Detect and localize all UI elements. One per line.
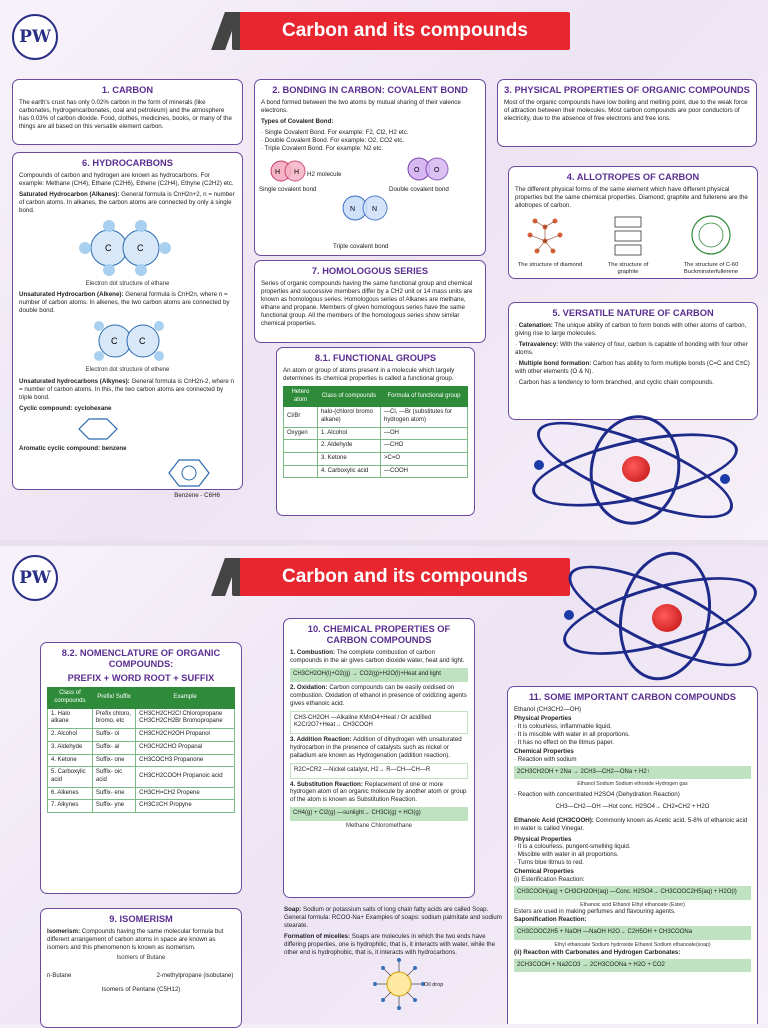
atom-illustration bbox=[520, 410, 750, 530]
acid-physical-item: · It is a colourless, pungent-smelling liquid. bbox=[514, 843, 631, 851]
saponification-equation: CH3COOC2H5 + NaOH —NaOH H2O→ C2H5OH + CH3COONa bbox=[514, 926, 751, 940]
pentane-label: Isomers of Pentane (C5H12) bbox=[101, 986, 181, 994]
atom-illustration bbox=[560, 546, 768, 686]
nomenclature-table bbox=[47, 687, 235, 812]
section-body: The earth's crust has only 0.02% carbon in the form of minerals (like carbonates, hydrogencarbonates, coal and petroleum) and the atmosphere has 0.03% of carbon dioxide. Food, clothes, medicines, books, or many of the things are all based on this versatile element carbon. bbox=[19, 99, 232, 130]
double-caption: Double covalent bond bbox=[389, 186, 449, 193]
diamond-caption: The structure of diamond bbox=[517, 261, 583, 268]
branch-text: Carbon has a tendency to form branched, and cyclic chain compounds. bbox=[518, 378, 714, 386]
important-compounds-section bbox=[507, 686, 758, 1024]
table-row: Oxygen 1. Alcohol —OH bbox=[284, 427, 468, 440]
svg-text:N: N bbox=[350, 205, 356, 213]
double-bond-text: · Double Covalent Bond. For example: O2, CO2 etc. bbox=[261, 136, 405, 144]
table-row: 3. Ketone >C=O bbox=[284, 453, 468, 466]
isobutane-label: 2-methylpropane (isobutane) bbox=[156, 972, 234, 979]
multiple-bond-label: Multiple bond formation: bbox=[518, 359, 592, 367]
ethanoic-acid-text: Commonly known as Acetic acid. 5-8% of ethanoic acid in water is called Vinegar. bbox=[514, 816, 748, 832]
section-title: 5. VERSATILE NATURE OF CARBON bbox=[552, 308, 714, 318]
svg-text:O: O bbox=[414, 166, 420, 174]
carbonate-equation: 2CH3COOH + Na2CO3 → 2CH3COONa + H2O + CO2 bbox=[514, 959, 751, 973]
single-caption: Single covalent bond bbox=[259, 186, 317, 193]
page-2 bbox=[0, 546, 768, 1024]
single-bond-text: · Single Covalent Bond. For example: F2, Cl2, H2 etc. bbox=[261, 128, 409, 136]
substitution-equation: CH4(g) + Cl2(g) —sunlight→ CH3Cl(g) + HCl(g) bbox=[290, 807, 468, 821]
triple-bond-text: · Triple Covalent Bond. For example: N2 etc. bbox=[261, 144, 384, 152]
section-body: The different physical forms of the same element which have different physical properties but the same chemical properties. Diamond, graphite and fullerene are the allotropes of carbon. bbox=[515, 186, 748, 210]
benzene-structure bbox=[19, 456, 234, 490]
carbon-section bbox=[12, 79, 243, 145]
table-row: 4. Ketone Suffix- one CH3COCH3 Propanone bbox=[48, 754, 235, 767]
chemical-label: Chemical Properties bbox=[514, 747, 574, 755]
saponification-label: Saponification Reaction: bbox=[514, 916, 587, 924]
tetravalency-label: Tetravalency: bbox=[518, 341, 559, 349]
oxidation-equation: CH3-CH2OH —Alkaline KMnO4+Heat / Or acidified K2Cr2O7+Heat→ CH3COOH bbox=[290, 711, 468, 734]
cyclic-label: Cyclic compound: cyclohexane bbox=[19, 404, 112, 412]
substitution-text: Replacement of one or more hydrogen atom of an organic molecule by another atom or group of the atom is known as Substitution Reaction. bbox=[290, 780, 467, 804]
bonding-section bbox=[254, 79, 486, 256]
svg-text:C: C bbox=[111, 336, 118, 347]
sodium-reaction-label: · Reaction with sodium bbox=[514, 755, 577, 763]
oxidation-label: 2. Oxidation: bbox=[290, 683, 328, 691]
svg-text:H: H bbox=[294, 168, 300, 176]
alkyne-body: General formula is CnH2n-2, where n = number of carbon atoms. In this, the two carbon atoms are connected by triple bond. bbox=[19, 377, 234, 401]
physical-label: Physical Properties bbox=[514, 715, 572, 723]
section-body: Series of organic compounds having the same functional group and chemical properties and successive members differ by a CH2 unit or 14 mass units are known as homologous series. Homologous series of Alkanes are methane, ethane and propane. Members of given homologous series have the same functional group. All the members of the homologous series show similar chemical properties. bbox=[261, 280, 473, 327]
svg-text:H: H bbox=[275, 168, 281, 176]
table-header: Class of compounds bbox=[48, 688, 93, 708]
table-header: Formula of functional group bbox=[380, 387, 467, 407]
page-title-banner: Carbon and its compounds bbox=[240, 12, 570, 50]
saturated-body: General formula is CnH2n+2, n = number of carbon atoms. In alkanes, the carbon atoms are connected by only a single bond. bbox=[19, 191, 235, 214]
triple-caption: Triple covalent bond bbox=[333, 243, 389, 250]
svg-text:C: C bbox=[139, 336, 146, 347]
combustion-label: 1. Combustion: bbox=[290, 649, 336, 657]
physical-item: · It has no effect on the litmus paper. bbox=[514, 738, 614, 746]
tetravalency-text: With the valency of four, carbon is capable of bonding with four other atoms. bbox=[515, 341, 748, 356]
h2so4-reaction-label: · Reaction with concentrated H2SO4 (Dehydration Reaction) bbox=[514, 791, 680, 799]
table-header: Prefix/ Suffix bbox=[92, 688, 135, 708]
addition-label: 3. Addition Reaction: bbox=[290, 736, 352, 744]
table-row: Cl/Br halo-(chloro/ bromo alkane) —Cl, —Br (substitutes for hydrogen atom) bbox=[284, 407, 468, 427]
ethanol-heading: Ethanol (CH3CH2—OH) bbox=[514, 706, 582, 714]
ethanoic-acid-label: Ethanoic Acid (CH3COOH): bbox=[514, 816, 594, 824]
section-body: A bond formed between the two atoms by mutual sharing of their valence electrons. bbox=[261, 99, 461, 115]
functional-groups-section bbox=[276, 347, 475, 516]
ethene-structure bbox=[19, 318, 234, 364]
combustion-equation: CH3CH2OH(l)+O2(g) → CO2(g)+H2O(l)+Heat and light bbox=[290, 668, 468, 682]
substitution-names: Methane Chloromethane bbox=[345, 822, 413, 829]
chemical-properties-section bbox=[283, 618, 475, 898]
section-title: 6. HYDROCARBONS bbox=[82, 158, 173, 168]
addition-text: Addition of dihydrogen with unsaturated hydrocarbon in the presence of catalysts such as nickel or palladium are known as Hydrogenation (addition reaction). bbox=[290, 736, 462, 759]
catenation-label: Catenation: bbox=[518, 322, 553, 330]
homologous-section bbox=[254, 260, 486, 343]
hydrocarbons-section bbox=[12, 152, 243, 500]
hydrocarbons-intro: Compounds of carbon and hydrogen are known as hydrocarbons. For example: Methane (CH4), Ethane (C2H6), Ethene (C2H4), Ethyne (C2H2) etc. bbox=[19, 172, 234, 188]
alkene-body: General formula is CnH2n, where n = number of carbon atoms. In alkenes, the two carbon atoms are connected by double bond. bbox=[19, 291, 230, 315]
physical-label: Physical Properties bbox=[514, 835, 572, 843]
table-row: 5. Carboxylic acid Suffix- oic acid CH3CH2COOH Propanoic acid bbox=[48, 767, 235, 787]
types-label: Types of Covalent Bond: bbox=[261, 118, 334, 126]
ethene-caption: Electron dot structure of ethene bbox=[85, 367, 170, 374]
svg-text:C: C bbox=[137, 242, 144, 253]
fullerene-caption: The structure of C-60 Buckminsterfullerene bbox=[683, 261, 739, 276]
svg-text:N: N bbox=[372, 205, 378, 213]
catenation-text: The unique ability of carbon to form bonds with other atoms of carbon, giving rise to large molecules. bbox=[515, 322, 747, 338]
table-header: Example bbox=[136, 688, 235, 708]
table-row: 7. Alkynes Suffix- yne CH3C≡CH Propyne bbox=[48, 800, 235, 813]
section-title: 3. PHYSICAL PROPERTIES OF ORGANIC COMPOUNDS bbox=[504, 85, 750, 95]
soap-section bbox=[284, 906, 502, 1012]
section-title: 11. SOME IMPORTANT CARBON COMPOUNDS bbox=[529, 692, 736, 702]
isomerism-body: Compounds having the same molecular formula but different arrangement of carbon atoms in space are known as isomers and this phenomenon is known as isomerism. bbox=[47, 928, 224, 952]
saponification-names: Ethyl ethanoate Sodium hydroxide Ethanol Sodium ethanoate(soap) bbox=[554, 942, 711, 949]
acid-physical-item: · Turns blue litmus to red. bbox=[514, 859, 584, 867]
table-header: Hetero atom bbox=[284, 387, 318, 407]
sodium-names: Ethanol Sodium Sodium ethoxide Hydrogen gas bbox=[577, 781, 688, 788]
carbonate-label: (ii) Reaction with Carbonates and Hydrogen Carbonates: bbox=[514, 948, 681, 956]
section-title: 9. ISOMERISM bbox=[109, 914, 173, 924]
substitution-label: 4. Substitution Reaction: bbox=[290, 780, 363, 788]
h2-label: H2 molecule bbox=[307, 171, 342, 178]
alkene-label: Unsaturated Hydrocarbon (Alkene): bbox=[19, 291, 124, 299]
physical-properties-section bbox=[497, 79, 757, 147]
table-row: 4. Carboxylic acid —COOH bbox=[284, 465, 468, 478]
section-title: 10. CHEMICAL PROPERTIES OF CARBON COMPOUNDS bbox=[307, 624, 451, 646]
micelles-label: Formation of micelles: bbox=[284, 932, 351, 940]
ethane-caption: Electron dot structure of ethane bbox=[85, 280, 170, 287]
physical-item: · It is colourless, inflammable liquid. bbox=[514, 723, 612, 731]
svg-text:C: C bbox=[105, 242, 112, 253]
functional-groups-table bbox=[283, 386, 468, 478]
micelles-text: Soaps are molecules in which the two ends have differing properties, one is hydrophilic, that is, it interacts with water, while the other end is hydrophobic, that is, it interacts with hydrocarbons. bbox=[284, 932, 496, 956]
section-title: 2. BONDING IN CARBON: COVALENT BOND bbox=[272, 85, 468, 95]
esters-use-text: Esters are used in making perfumes and flavouring agents. bbox=[514, 908, 676, 916]
esterification-equation: CH3COOH(aq) + CH3CH2OH(aq) —Conc. H2SO4→ CH3COOC2H5(aq) + H2O(l) bbox=[514, 886, 751, 900]
pw-logo: PW bbox=[12, 555, 58, 601]
isomerism-section bbox=[40, 908, 242, 1028]
section-body: An atom or group of atoms present in a molecule which largely determines its chemical properties is called a functional group. bbox=[283, 367, 455, 383]
soap-label: Soap: bbox=[284, 906, 302, 913]
table-header: Class of compounds bbox=[317, 387, 380, 407]
chemical-label: Chemical Properties bbox=[514, 868, 574, 876]
allotropes-section bbox=[508, 166, 758, 279]
combustion-text: The complete combustion of carbon compounds in the air gives carbon dioxide water, heat and light. bbox=[290, 649, 465, 665]
table-row: 2. Aldehyde —CHO bbox=[284, 440, 468, 453]
benzene-caption: Benzene - C6H6 bbox=[174, 492, 220, 500]
graphite-caption: The structure of graphite bbox=[607, 261, 649, 276]
aromatic-label: Aromatic cyclic compound: benzene bbox=[19, 444, 127, 452]
n-butane-label: n-Butane bbox=[47, 972, 72, 979]
table-row: 6. Alkenes Suffix- ene CH3CH=CH2 Propene bbox=[48, 787, 235, 800]
oil-drop-label: Oil drop bbox=[424, 982, 444, 988]
versatile-section: 5. VERSATILE NATURE OF CARBON · Catenation: The unique ability of carbon to form bonds with other atoms of carbon, giving rise to large molecules. · Tetravalency: With the valency of four, carbon is capable of bonding with four other atoms. · Multiple bond formation: Carbon has ability to form multiple bonds (C=C and C≡C) with other elements (O & N). · Carbon has a tendency to form branched, and cyclic chain compounds. bbox=[508, 302, 758, 420]
butane-label: Isomers of Butane bbox=[116, 954, 166, 961]
esterification-names: Ethanoic acid Ethanol Ethyl ethanoate (Ester) bbox=[580, 901, 685, 908]
section-title: 8.1. FUNCTIONAL GROUPS bbox=[314, 353, 437, 363]
cyclohexane-structure bbox=[19, 416, 234, 442]
sodium-equation: 2CH3CH2OH + 2Na → 2CH3—CH2—ONa + H2↑ bbox=[514, 766, 751, 780]
section-title: 1. CARBON bbox=[101, 85, 154, 95]
saturated-label: Saturated Hydrocarbon (Alkanes): bbox=[19, 191, 120, 199]
esterification-label: (i) Esterification Reaction: bbox=[514, 876, 585, 884]
ethane-structure bbox=[19, 218, 234, 278]
physical-item: · It is miscible with water in all proportions. bbox=[514, 730, 630, 738]
pw-logo: PW bbox=[12, 14, 58, 60]
acid-physical-item: · Miscible with water in all proportions. bbox=[514, 851, 619, 859]
section-title: 7. HOMOLOGOUS SERIES bbox=[311, 266, 429, 276]
table-row: 2. Alcohol Suffix- ol CH3CH2CH2OH Propanol bbox=[48, 729, 235, 742]
page-title-banner: Carbon and its compounds bbox=[240, 558, 570, 596]
allotrope-structures bbox=[515, 213, 753, 259]
table-row: 1. Halo alkane Prefix chloro, bromo, etc CH3CH2CH2Cl Chloropropane CH3CH2CH2Br Bromopropane bbox=[48, 708, 235, 728]
oxidation-text: Carbon compounds can be easily oxidised on combustion. Oxidation of ethanol in presence of oxidizing agents gives ethanoic acid. bbox=[290, 683, 467, 707]
section-title: 4. ALLOTROPES OF CARBON bbox=[566, 172, 700, 182]
multiple-bond-text: Carbon has ability to form multiple bonds (C=C and C≡C) with other elements (O & N). bbox=[515, 359, 750, 375]
alkyne-label: Unsaturated hydrocarbons (Alkynes): bbox=[19, 377, 130, 385]
table-row: 3. Aldehyde Suffix- al CH3CH2CHO Propanal bbox=[48, 741, 235, 754]
addition-equation: R2C=CR2 —Nickel catalyst, H2→ R—CH—CH—R bbox=[290, 763, 468, 779]
isomerism-label: Isomerism: bbox=[47, 928, 81, 936]
section-title: 8.2. NOMENCLATURE OF ORGANIC COMPOUNDS: bbox=[61, 648, 221, 670]
soap-text: Sodium or potassium salts of long chain fatty acids are called Soap. General formula: RCOO-Na+ Examples of soaps: sodium palmitate and sodium stearate. bbox=[284, 906, 502, 929]
section-body: Most of the organic compounds have low boiling and melting point, due to the weak force of attraction between their molecules. Most carbon compounds are poor conductors of electricity, due to the absence of free electrons and free ions. bbox=[504, 99, 748, 123]
h2so4-equation: CH3—CH2—OH —Hot conc. H2SO4→ CH2=CH2 + H2O bbox=[555, 803, 710, 810]
nomenclature-section bbox=[40, 642, 242, 894]
section-subtitle: PREFIX + WORD ROOT + SUFFIX bbox=[67, 673, 215, 684]
micelle-diagram bbox=[344, 957, 464, 1009]
svg-text:O: O bbox=[434, 166, 440, 174]
